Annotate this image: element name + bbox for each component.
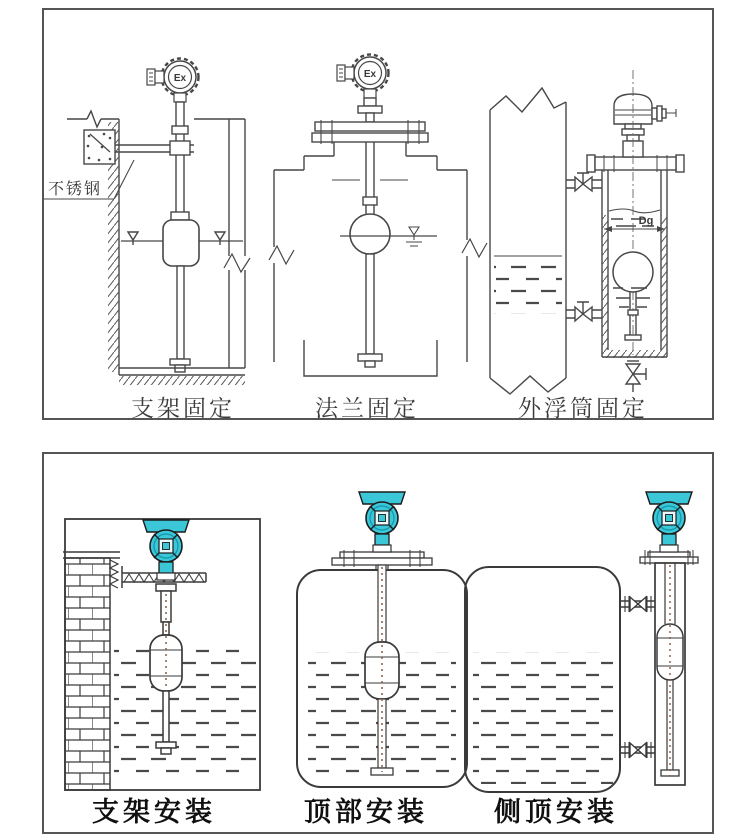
transmitter-head-3 [646,492,692,552]
diagram-external-chamber-fixing [490,70,684,394]
fixing-methods-panel [42,8,714,420]
transmitter-head-2 [359,492,405,552]
diagram-flange-fixing [269,55,487,377]
caption-external-chamber-fixing: 外浮筒固定 [518,395,648,421]
diagram-top-install [297,550,467,787]
transmitter-head-1 [143,520,189,580]
caption-flange-fixing: 法兰固定 [315,395,419,421]
diagram-side-top-install [465,550,698,792]
caption-top-install: 顶部安装 [304,797,428,827]
caption-bracket-fixing: 支架固定 [131,395,235,421]
caption-side-top-install: 侧顶安装 [494,797,618,827]
fixing-methods-drawing [44,10,712,418]
stainless-steel-label: 不锈钢 [48,181,103,198]
dg-label: Dg [638,215,654,227]
caption-bracket-install: 支架安装 [92,797,216,827]
installation-methods-drawing [44,454,712,832]
installation-methods-panel [42,452,714,834]
ex-label-1: Ex [173,73,187,84]
ex-label-2: Ex [363,69,377,80]
